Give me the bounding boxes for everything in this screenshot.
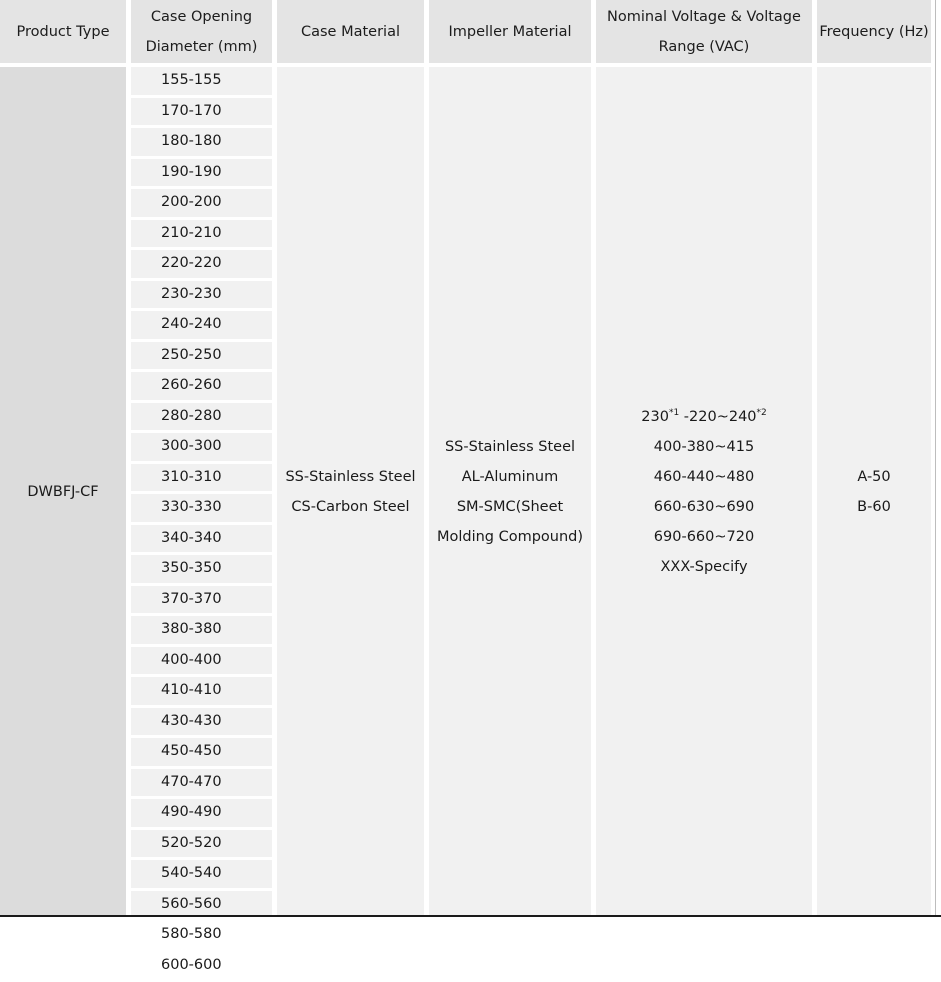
voltage-first-value: 230 <box>641 409 669 425</box>
header-case-opening <box>131 0 272 66</box>
diameter-row: 540-540 <box>131 860 272 891</box>
voltage-option: 400-380~415 <box>654 432 754 462</box>
diameter-row: 260-260 <box>131 372 272 403</box>
header-frequency-label: Frequency (Hz) <box>819 17 928 47</box>
header-impeller-material <box>429 0 591 66</box>
frequency-option: B-60 <box>857 492 891 522</box>
diameter-row: 170-170 <box>131 98 272 129</box>
diameter-row: 190-190 <box>131 159 272 190</box>
diameter-row: 250-250 <box>131 342 272 373</box>
diameter-row: 155-155 <box>131 67 272 98</box>
product-type-cell <box>0 67 126 917</box>
frequency-cell <box>817 67 931 917</box>
diameter-row: 580-580 <box>131 921 272 952</box>
header-voltage-line1: Nominal Voltage & Voltage <box>607 2 801 32</box>
diameter-row: 340-340 <box>131 525 272 556</box>
diameter-row: 240-240 <box>131 311 272 342</box>
diameter-row: 490-490 <box>131 799 272 830</box>
diameter-row: 200-200 <box>131 189 272 220</box>
product-type-value: DWBFJ-CF <box>27 477 98 507</box>
diameter-row: 230-230 <box>131 281 272 312</box>
voltage-option: 460-440~480 <box>654 462 754 492</box>
impeller-material-option: SM-SMC(Sheet <box>457 492 563 522</box>
header-impeller-material-label: Impeller Material <box>449 17 572 47</box>
voltage-option <box>641 402 767 432</box>
header-frequency <box>817 0 931 66</box>
diameter-row: 380-380 <box>131 616 272 647</box>
diameter-row: 410-410 <box>131 677 272 708</box>
impeller-material-option: AL-Aluminum <box>462 462 558 492</box>
header-voltage-line2: Range (VAC) <box>659 32 750 62</box>
diameter-row: 220-220 <box>131 250 272 281</box>
diameter-row: 470-470 <box>131 769 272 800</box>
diameter-row: 560-560 <box>131 891 272 922</box>
diameter-row: 280-280 <box>131 403 272 434</box>
diameter-row: 350-350 <box>131 555 272 586</box>
voltage-cell <box>596 67 812 917</box>
header-product-type <box>0 0 126 66</box>
impeller-material-option: Molding Compound) <box>437 522 583 552</box>
diameter-row: 300-300 <box>131 433 272 464</box>
diameter-row: 600-600 <box>131 952 272 982</box>
case-material-cell <box>277 67 424 917</box>
diameter-row: 370-370 <box>131 586 272 617</box>
table-bottom-rule <box>0 915 941 917</box>
footnote-mark: *1 <box>669 408 679 418</box>
header-product-type-label: Product Type <box>17 17 110 47</box>
header-case-opening-line1: Case Opening <box>151 2 252 32</box>
header-voltage <box>596 0 812 66</box>
voltage-option: 690-660~720 <box>654 522 754 552</box>
diameter-row: 430-430 <box>131 708 272 739</box>
impeller-material-option: SS-Stainless Steel <box>445 432 575 462</box>
frequency-option: A-50 <box>857 462 890 492</box>
diameter-row: 330-330 <box>131 494 272 525</box>
header-case-opening-line2: Diameter (mm) <box>146 32 258 62</box>
table-right-margin <box>936 0 941 917</box>
voltage-option: XXX-Specify <box>660 552 747 582</box>
impeller-material-cell <box>429 67 591 917</box>
voltage-option: 660-630~690 <box>654 492 754 522</box>
case-material-option: CS-Carbon Steel <box>291 492 409 522</box>
diameter-row: 400-400 <box>131 647 272 678</box>
diameter-row: 210-210 <box>131 220 272 251</box>
header-case-material-label: Case Material <box>301 17 400 47</box>
diameter-list <box>131 67 272 917</box>
diameter-row: 310-310 <box>131 464 272 495</box>
case-material-option: SS-Stainless Steel <box>285 462 415 492</box>
footnote-mark: *2 <box>757 408 767 418</box>
diameter-row: 450-450 <box>131 738 272 769</box>
diameter-row: 520-520 <box>131 830 272 861</box>
diameter-row: 180-180 <box>131 128 272 159</box>
voltage-first-range: -220~240 <box>679 409 756 425</box>
header-case-material <box>277 0 424 66</box>
